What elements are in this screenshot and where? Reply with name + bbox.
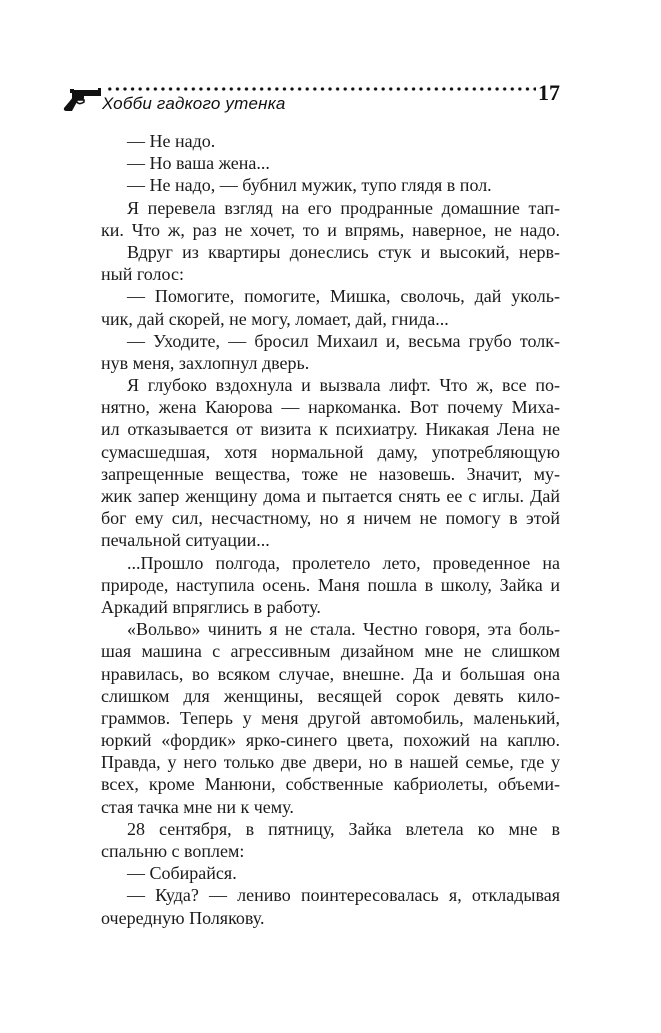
text-line: ...Прошло полгода, пролетело лето, проведенное на bbox=[127, 552, 560, 573]
text-line: нув меня, захлопнул дверь. bbox=[101, 352, 310, 373]
text-line: печальной ситуации... bbox=[101, 530, 270, 551]
text-line: «Вольво» чинить я не стала. Честно говоря, эта боль- bbox=[127, 619, 560, 640]
text-line: очередную Полякову. bbox=[101, 907, 265, 928]
text-line: нравилась, во всяком случае, внешне. Да и большая она bbox=[101, 663, 560, 684]
running-title: Хобби гадкого утенка bbox=[102, 94, 286, 113]
text-line: Я перевела взгляд на его продранные домашние тап- bbox=[127, 197, 560, 218]
page-header bbox=[62, 80, 562, 124]
text-line: ки. Что ж, раз не хочет, то и впрямь, наверное, не надо. bbox=[101, 219, 560, 240]
revolver-icon bbox=[62, 88, 102, 112]
text-line: Я глубоко вздохнула и вызвала лифт. Что ж, все по- bbox=[127, 375, 560, 396]
text-line: шая машина с агрессивным дизайном мне не слишком bbox=[101, 641, 560, 662]
text-line: слишком для женщины, весящей сорок девять кило- bbox=[101, 685, 560, 706]
text-line: Аркадий впряглись в работу. bbox=[101, 596, 321, 617]
text-line: — Не надо. bbox=[127, 131, 216, 151]
text-line: — Уходите, — бросил Михаил и, весьма грубо толк- bbox=[127, 330, 560, 351]
text-line: ил отказывается от визита к психиатру. Никакая Лена не bbox=[101, 419, 560, 440]
text-line: жик запер женщину дома и пытается снять ее с иглы. Дай bbox=[101, 486, 560, 506]
text-line: юркий «фордик» ярко-синего цвета, похожий на каплю. bbox=[101, 730, 560, 751]
dotted-rule bbox=[106, 86, 536, 92]
text-line: бог ему сил, несчастному, но я ничем не помогу в этой bbox=[101, 508, 560, 529]
body-text bbox=[101, 130, 560, 929]
text-line: запрещенные вещества, тоже не назовешь. Значит, му- bbox=[101, 463, 560, 484]
text-line: сумасшедшая, хотя нормальной даму, употребляющую bbox=[101, 441, 560, 462]
text-line: всех, кроме Манюни, собственные кабриолеты, объеми- bbox=[101, 774, 560, 795]
text-line: — Собирайся. bbox=[127, 863, 237, 884]
text-line: Вдруг из квартиры донеслись стук и высокий, нерв- bbox=[127, 241, 560, 262]
text-line: нятно, жена Каюрова — наркоманка. Вот почему Миха- bbox=[101, 397, 560, 418]
text-line: спальню с воплем: bbox=[101, 841, 245, 861]
text-line: 28 сентября, в пятницу, Зайка влетела ко мне в bbox=[127, 818, 560, 839]
text-line: — Помогите, помогите, Мишка, сволочь, дай уколь- bbox=[127, 286, 560, 307]
text-line: Правда, у него только две двери, но в нашей семье, где у bbox=[101, 752, 560, 773]
text-line: ный голос: bbox=[101, 264, 184, 285]
text-line: — Куда? — лениво поинтересовалась я, откладывая bbox=[127, 885, 560, 906]
text-line: граммов. Теперь у меня другой автомобиль, маленький, bbox=[101, 707, 560, 728]
page-number: 17 bbox=[538, 80, 560, 105]
text-line: природе, наступила осень. Маня пошла в школу, Зайка и bbox=[101, 574, 560, 595]
text-line: стая тачка мне ни к чему. bbox=[101, 796, 294, 817]
text-line: — Не надо, — бубнил мужик, тупо глядя в пол. bbox=[127, 175, 492, 196]
text-line: чик, дай скорей, не могу, ломает, дай, гнида... bbox=[101, 308, 449, 329]
text-line: — Но ваша жена... bbox=[127, 153, 270, 174]
